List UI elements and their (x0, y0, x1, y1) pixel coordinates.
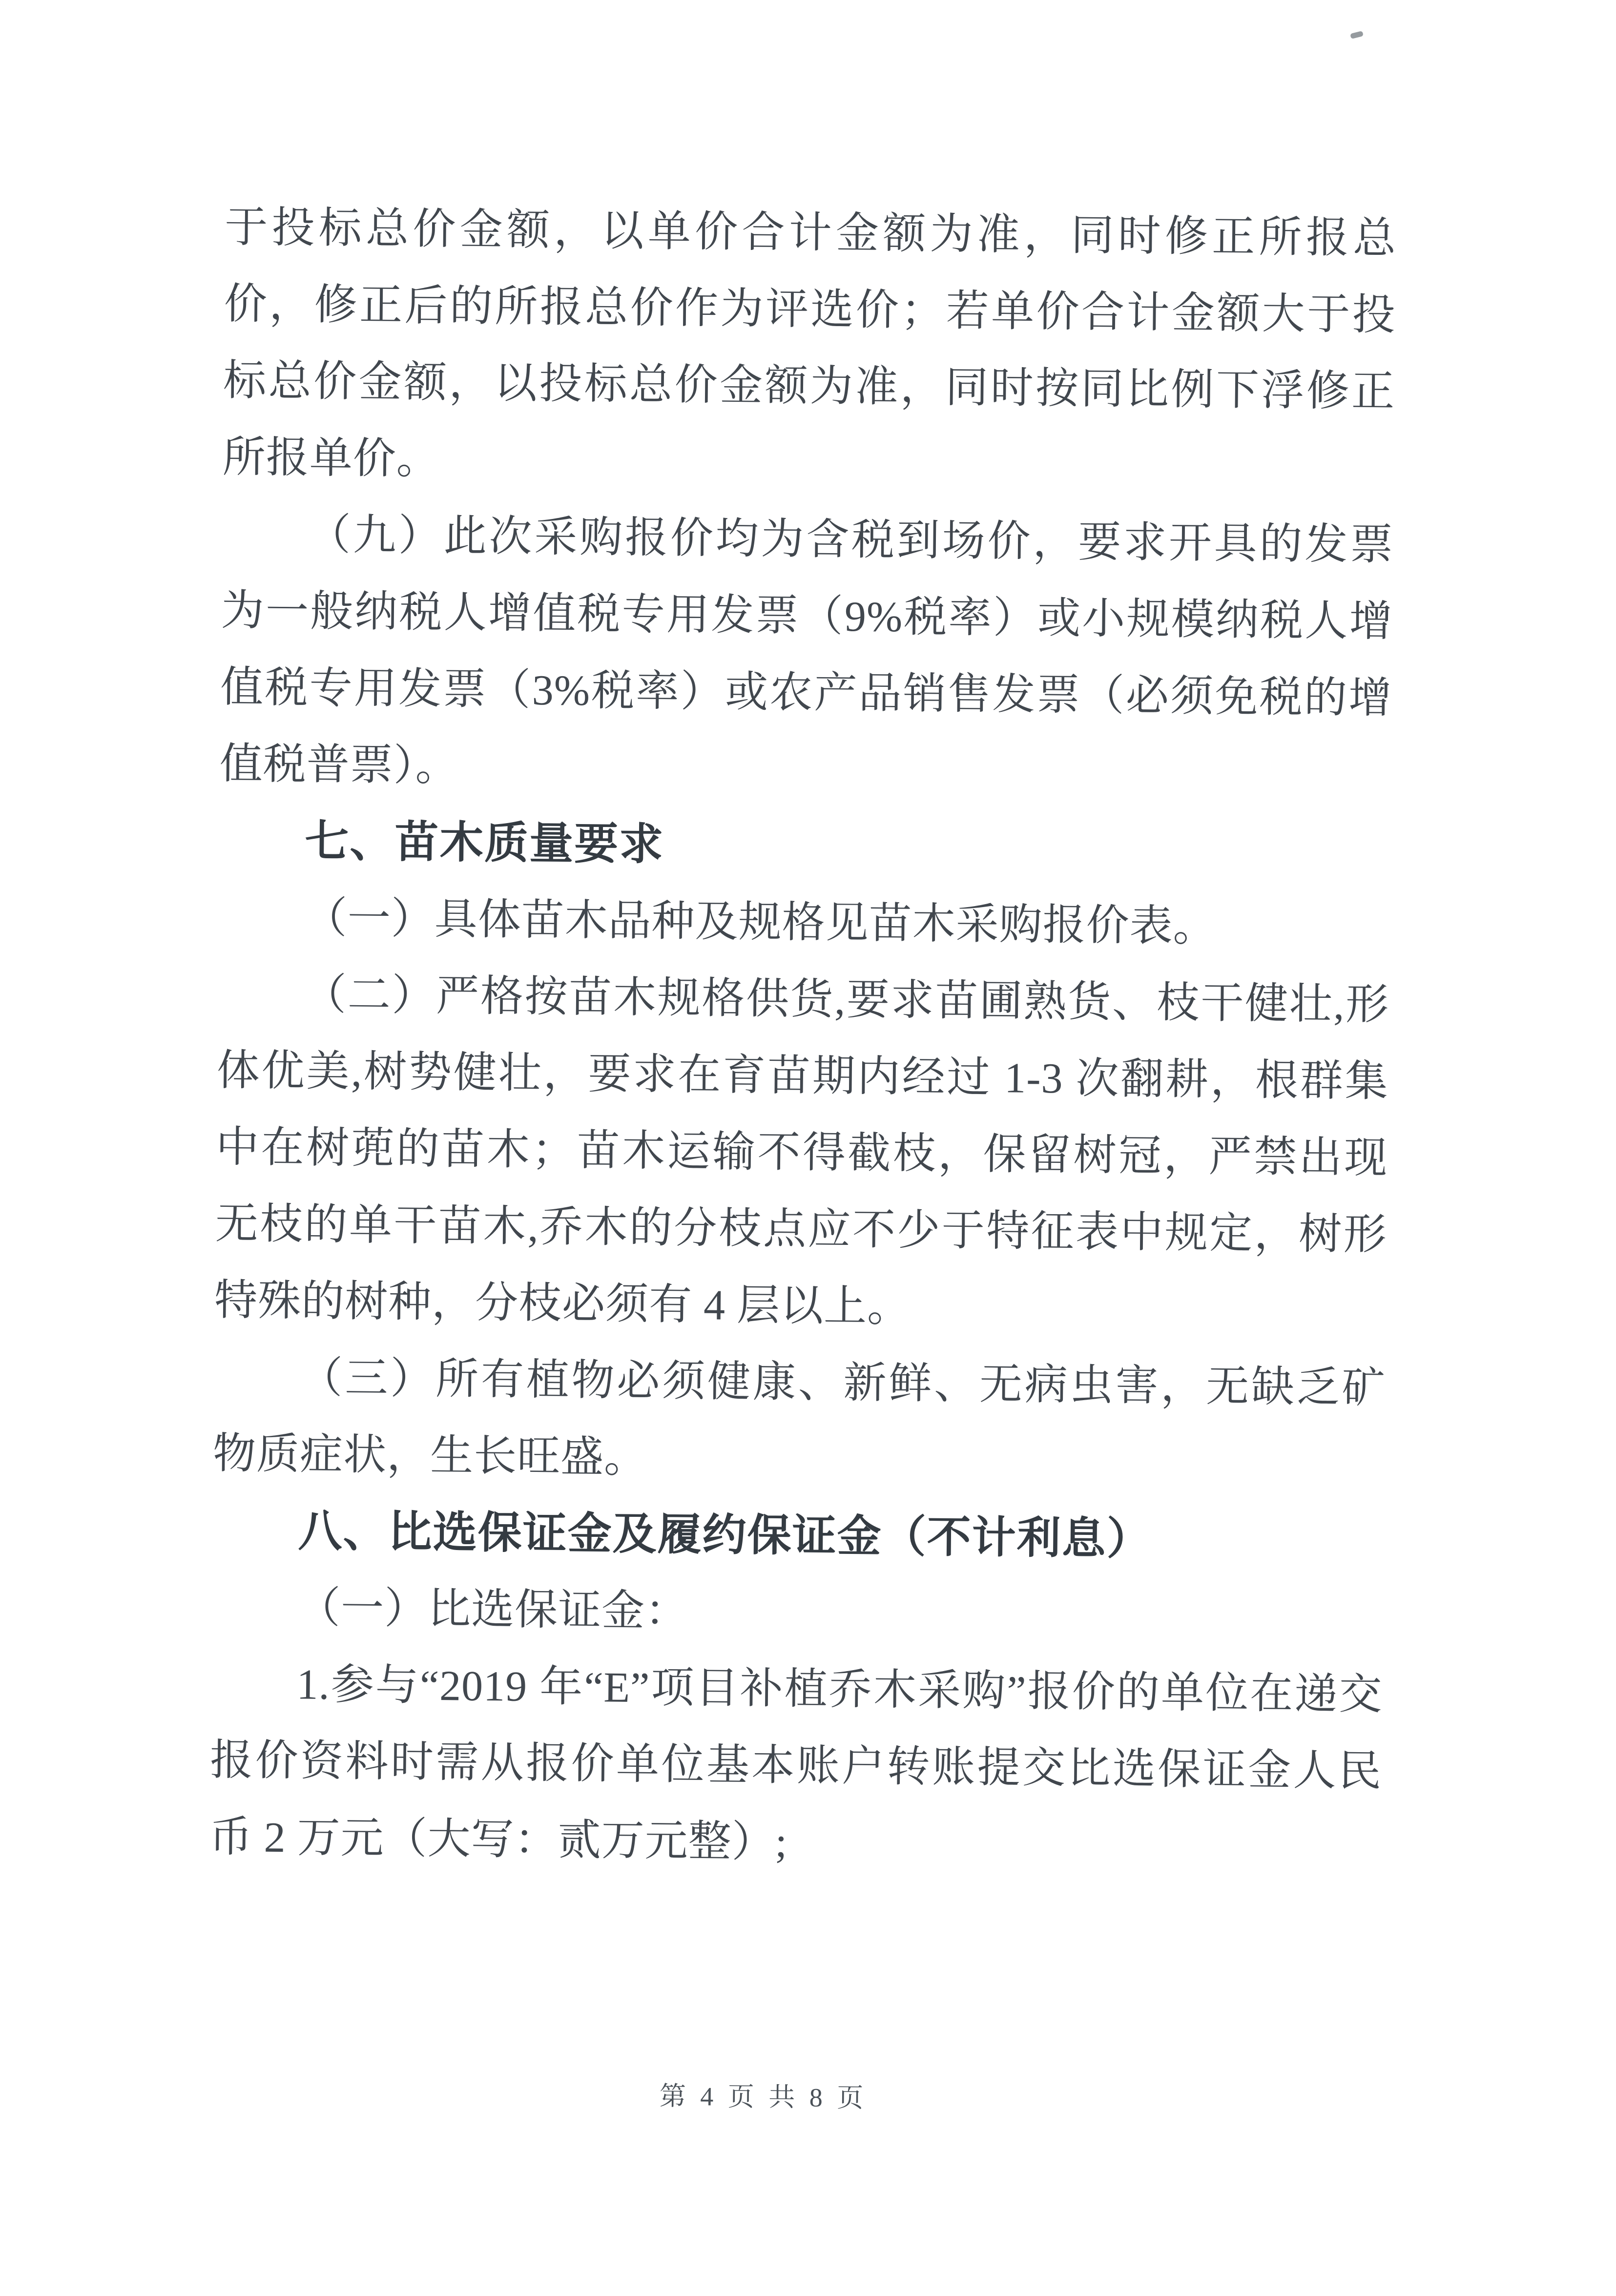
clause-9-paragraph: （九）此次采购报价均为含税到场价，要求开具的发票为一般纳税人增值税专用发票（9%税率）或小规模纳税人增值税专用发票（3%税率）或农产品销售发票（必须免税的增值税普票）。 (219, 511, 1394, 790)
document-body (209, 189, 1397, 1887)
section-7-heading: 七、苗木质量要求 (304, 817, 664, 869)
page-footer (0, 2075, 1572, 2119)
continuation-paragraph: 于投标总价金额，以单价合计金额为准，同时修正所报总价，修正后的所报总价作为评选价；若单价合计金额大于投标总价金额，以投标总价金额为准，同时按同比例下浮修正所报单价。 (222, 204, 1397, 484)
section-8-heading: 八、比选保证金及履约保证金（不计利息） (298, 1507, 1152, 1564)
page-number-label: 第 4 页 共 8 页 (659, 2081, 868, 2113)
clause-7-3-paragraph: （三）所有植物必须健康、新鲜、无病虫害，无缺乏矿物质症状，生长旺盛。 (212, 1354, 1386, 1482)
clause-8-1-1-paragraph: 1.参与“2019 年“E”项目补植乔木采购”报价的单位在递交报价资料时需从报价单位基本账户转账提交比选保证金人民币 2 万元（大写：贰万元整）; (209, 1661, 1383, 1866)
clause-7-2-paragraph: （二）严格按苗木规格供货,要求苗圃熟货、枝干健壮,形体优美,树势健壮，要求在育苗期内经过 1-3 次翻耕，根群集中在树蔸的苗木；苗木运输不得截枝，保留树冠，严禁出现无枝的单干苗木,乔木的分枝点应不少于特征表中规定，树形特殊的树种，分枝必须有 4 层以上。 (214, 971, 1389, 1331)
clause-7-1-paragraph: （一）具体苗木品种及规格见苗木采购报价表。 (304, 894, 1217, 951)
clause-8-1-paragraph: （一）比选保证金： (297, 1584, 689, 1636)
